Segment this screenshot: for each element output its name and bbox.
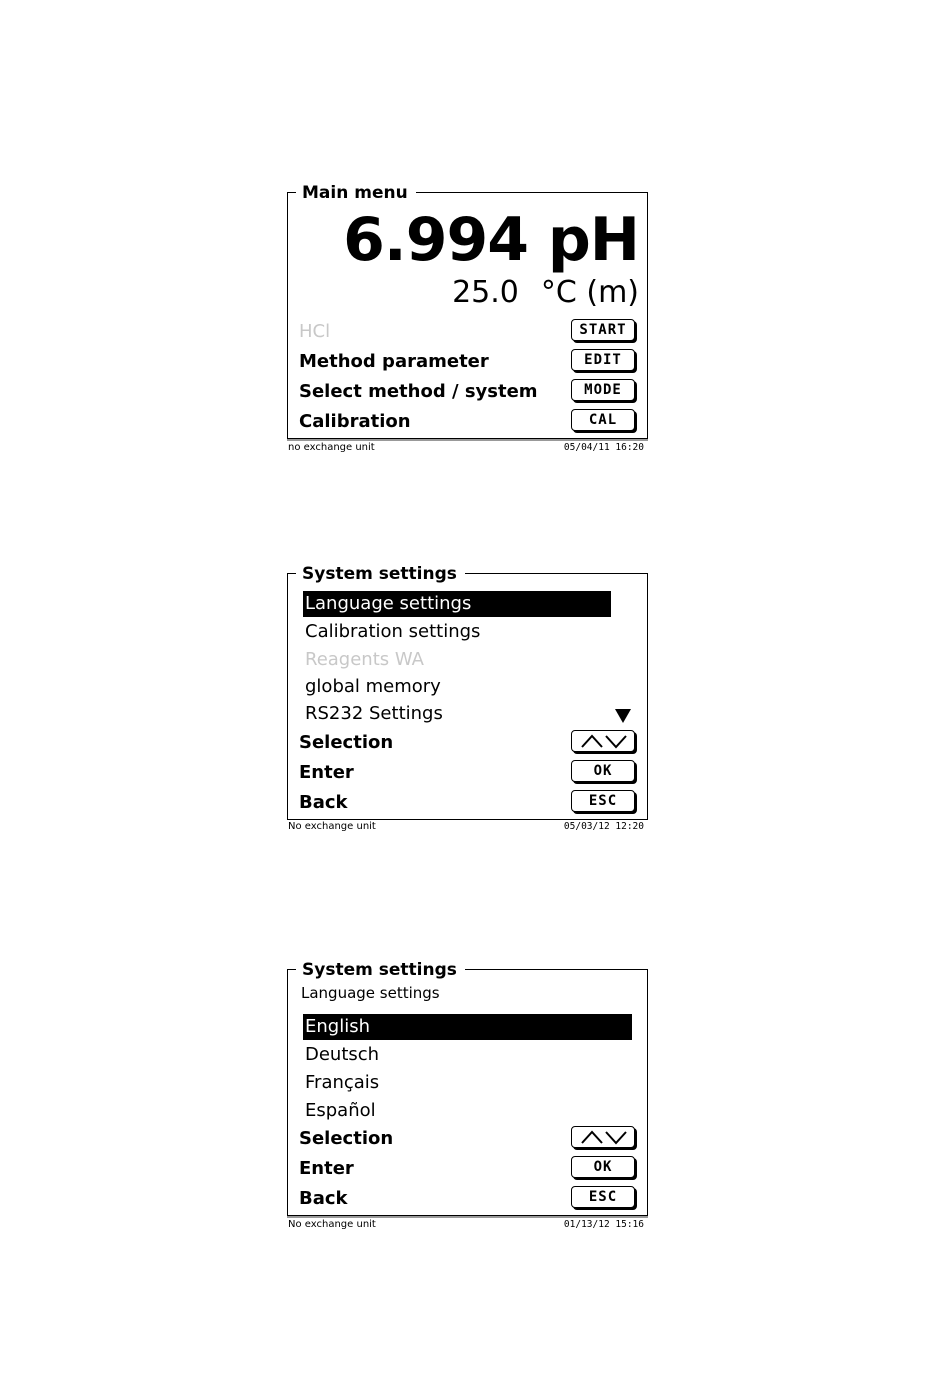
ok-button[interactable]: OK (571, 760, 635, 782)
temperature-display (452, 275, 639, 311)
cal-button[interactable]: CAL (571, 409, 635, 431)
selection-arrows-button[interactable] (571, 1126, 635, 1148)
ph-value-display: 6.994 pH (343, 205, 639, 275)
calibration-label: Calibration (299, 411, 411, 432)
screen-title: System settings (296, 960, 465, 980)
system-settings-frame (287, 564, 648, 820)
status-datetime: 01/13/12 15:16 (563, 1219, 644, 1230)
selection-label: Selection (299, 732, 394, 753)
main-menu-frame (287, 183, 648, 439)
list-item-language-settings[interactable]: Language settings (303, 591, 611, 617)
selection-label: Selection (299, 1128, 394, 1149)
status-datetime: 05/04/11 16:20 (563, 442, 644, 453)
menu-row-calibration (299, 408, 635, 436)
mode-button[interactable]: MODE (571, 379, 635, 401)
up-down-arrows-icon (578, 733, 628, 749)
status-bar (287, 820, 648, 836)
scroll-down-triangle-icon (615, 709, 631, 723)
list-item-deutsch[interactable]: Deutsch (305, 1044, 380, 1065)
list-item-english[interactable]: English (303, 1014, 632, 1040)
enter-label: Enter (299, 762, 354, 783)
method-parameter-label: Method parameter (299, 351, 489, 372)
back-row (299, 1185, 635, 1213)
ok-button[interactable]: OK (571, 1156, 635, 1178)
up-down-arrows-icon (578, 1129, 628, 1145)
back-label: Back (299, 792, 348, 813)
system-settings-screen (287, 564, 648, 836)
status-text: no exchange unit (288, 442, 375, 453)
list-item-reagents-wa: Reagents WA (305, 649, 424, 670)
start-button[interactable]: START (571, 319, 635, 341)
esc-button[interactable]: ESC (571, 790, 635, 812)
enter-row (299, 1155, 635, 1183)
menu-row-hcl (299, 318, 635, 346)
back-label: Back (299, 1188, 348, 1209)
method-name-label: HCl (299, 321, 331, 342)
selection-row (299, 1125, 635, 1153)
status-text: No exchange unit (288, 1219, 376, 1230)
edit-button[interactable]: EDIT (571, 349, 635, 371)
screen-title: Main menu (296, 183, 416, 203)
screen-title: System settings (296, 564, 465, 584)
status-text: No exchange unit (288, 821, 376, 832)
back-row (299, 789, 635, 817)
esc-button[interactable]: ESC (571, 1186, 635, 1208)
list-item-global-memory[interactable]: global memory (305, 676, 441, 697)
selection-arrows-button[interactable] (571, 730, 635, 752)
enter-label: Enter (299, 1158, 354, 1179)
selection-row (299, 729, 635, 757)
enter-row (299, 759, 635, 787)
menu-row-select-method (299, 378, 635, 406)
select-method-label: Select method / system (299, 381, 538, 402)
list-item-calibration-settings[interactable]: Calibration settings (305, 621, 481, 642)
language-settings-screen (287, 960, 648, 1234)
list-item-francais[interactable]: Français (305, 1072, 380, 1093)
list-item-rs232-settings[interactable]: RS232 Settings (305, 703, 443, 724)
temperature-unit: °C (m) (540, 275, 639, 310)
list-item-espanol[interactable]: Español (305, 1100, 376, 1121)
main-menu-screen (287, 183, 648, 457)
status-bar (287, 1216, 648, 1234)
status-bar (287, 439, 648, 457)
temperature-value: 25.0 (452, 275, 519, 310)
screen-subtitle: Language settings (301, 984, 440, 1002)
language-settings-frame (287, 960, 648, 1216)
menu-row-method-parameter (299, 348, 635, 376)
status-datetime: 05/03/12 12:20 (563, 821, 644, 832)
